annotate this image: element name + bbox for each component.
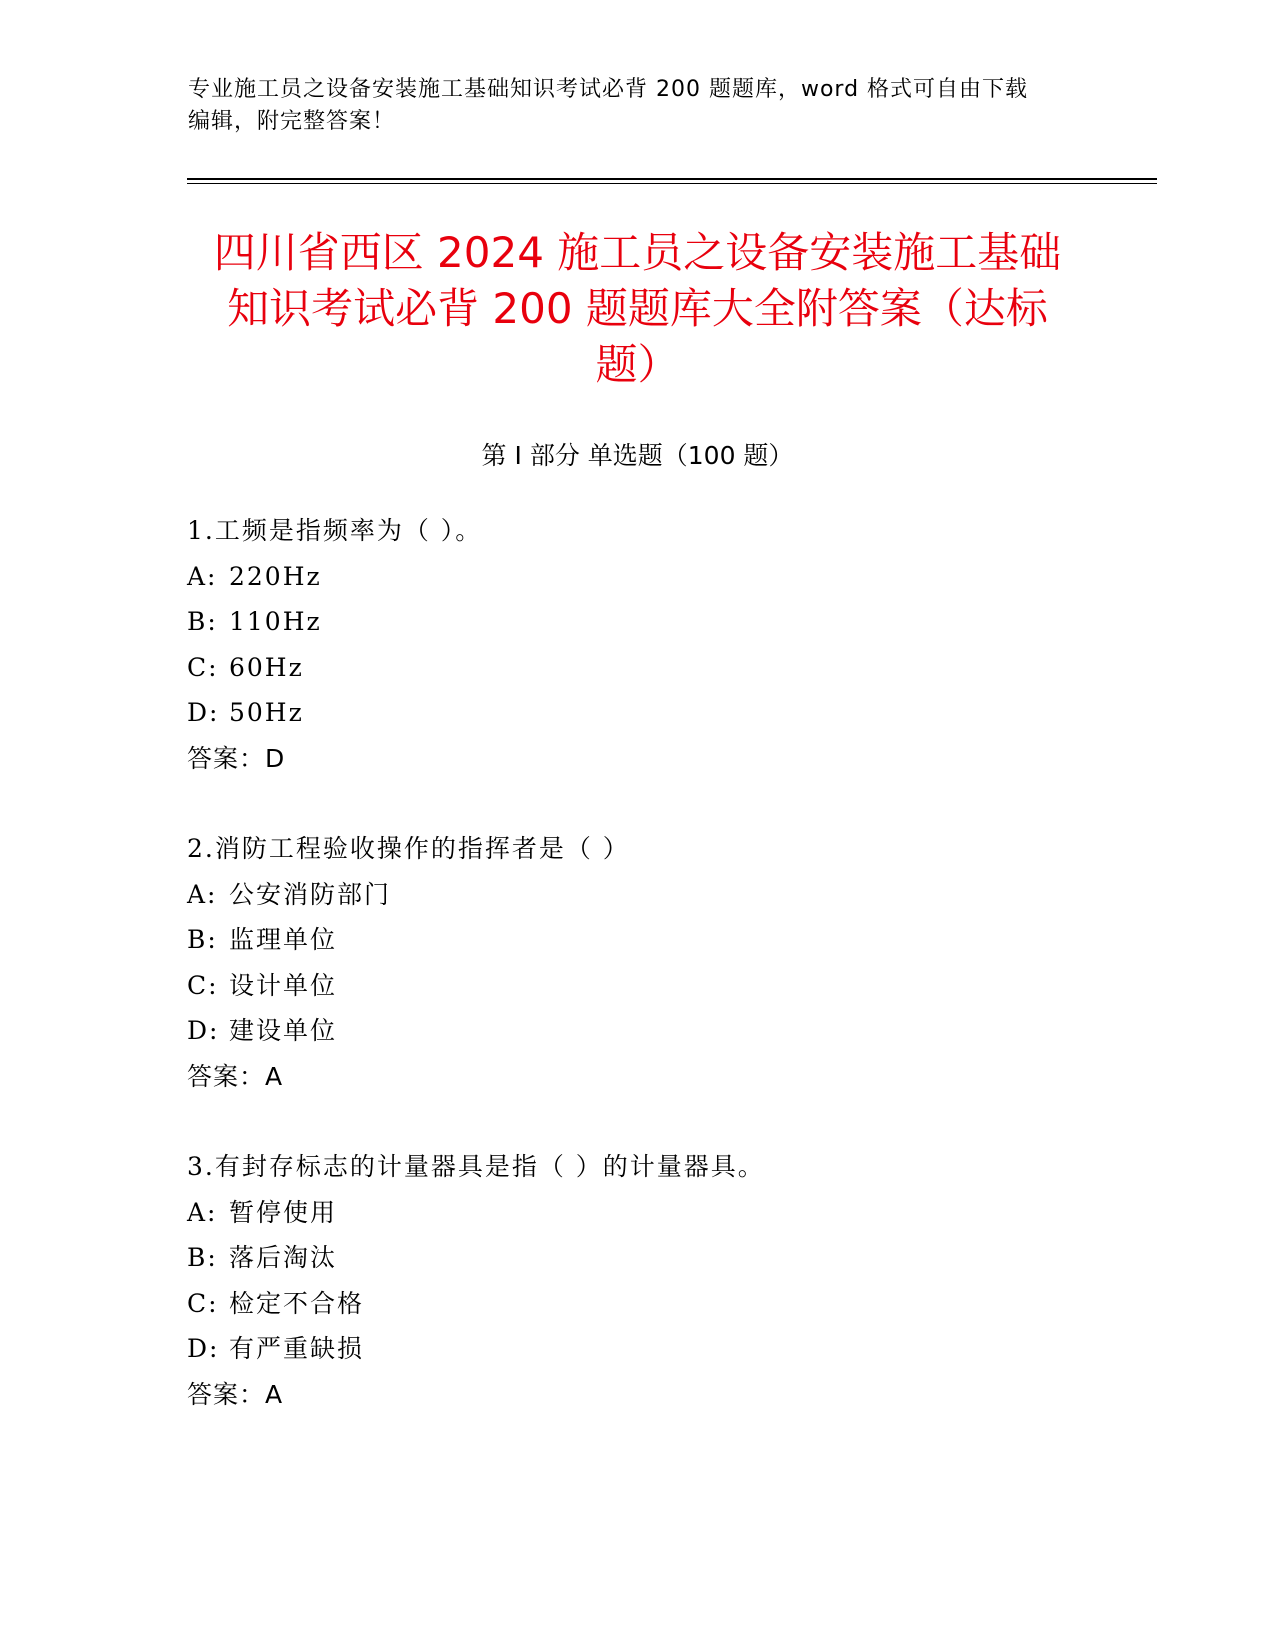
option-c [187,645,1087,691]
option-letter: C: [187,652,219,682]
option-letter: B: [187,607,218,636]
option-letter: C: [187,1288,219,1318]
section-title: 第 I 部分 单选题（100 题） [481,441,794,470]
option-text: 建设单位 [229,1016,338,1045]
header-note [188,74,1068,138]
option-text: 检定不合格 [229,1288,365,1318]
option-text: 公安消防部门 [229,879,392,909]
question-stem: 2.消防工程验收操作的指挥者是（ ） [187,834,630,863]
option-text: 110Hz [229,607,322,636]
question-3 [187,1144,1087,1417]
option-c [187,1281,1087,1327]
option-text: 50Hz [229,698,304,727]
question-1 [187,508,1087,781]
option-letter: A: [187,879,218,909]
option-letter: A: [187,561,218,591]
option-c [187,963,1087,1009]
document-title-line-1: 四川省西区 2024 施工员之设备安装施工基础 [213,228,1062,277]
option-text: 220Hz [229,561,322,591]
option-text: 设计单位 [229,970,338,1000]
option-d [187,690,1087,736]
header-divider-thin [187,183,1157,184]
option-a [187,872,1087,918]
document-title [170,225,1105,393]
question-2 [187,826,1087,1099]
document-title-line-3: 题） [595,340,680,389]
option-d [187,1326,1087,1372]
option-letter: D: [187,1016,220,1045]
document-title-line-2: 知识考试必背 200 题题库大全附答案（达标 [227,284,1048,333]
option-text: 暂停使用 [229,1197,338,1227]
answer: 答案：A [187,1061,284,1091]
option-b [187,599,1087,645]
option-b [187,917,1087,963]
option-text: 监理单位 [229,925,338,954]
option-letter: B: [187,1243,218,1272]
option-letter: A: [187,1197,218,1227]
option-text: 有严重缺损 [229,1334,365,1363]
header-note-line-1: 专业施工员之设备安装施工基础知识考试必背 200 题题库，word 格式可自由下载 [188,77,1029,102]
option-a [187,1190,1087,1236]
option-letter: B: [187,925,218,954]
option-d [187,1008,1087,1054]
option-letter: C: [187,970,219,1000]
option-letter: D: [187,1334,220,1363]
question-stem: 3.有封存标志的计量器具是指（ ）的计量器具。 [187,1152,765,1181]
header-note-line-2: 编辑，附完整答案！ [188,109,396,134]
option-b [187,1235,1087,1281]
answer: 答案：A [187,1379,284,1409]
answer: 答案：D [187,743,286,773]
option-a [187,554,1087,600]
header-divider-thick [187,178,1157,180]
option-text: 落后淘汰 [229,1243,338,1272]
option-letter: D: [187,698,220,727]
question-stem: 1.工频是指频率为（ ）。 [187,516,483,545]
option-text: 60Hz [229,652,304,682]
